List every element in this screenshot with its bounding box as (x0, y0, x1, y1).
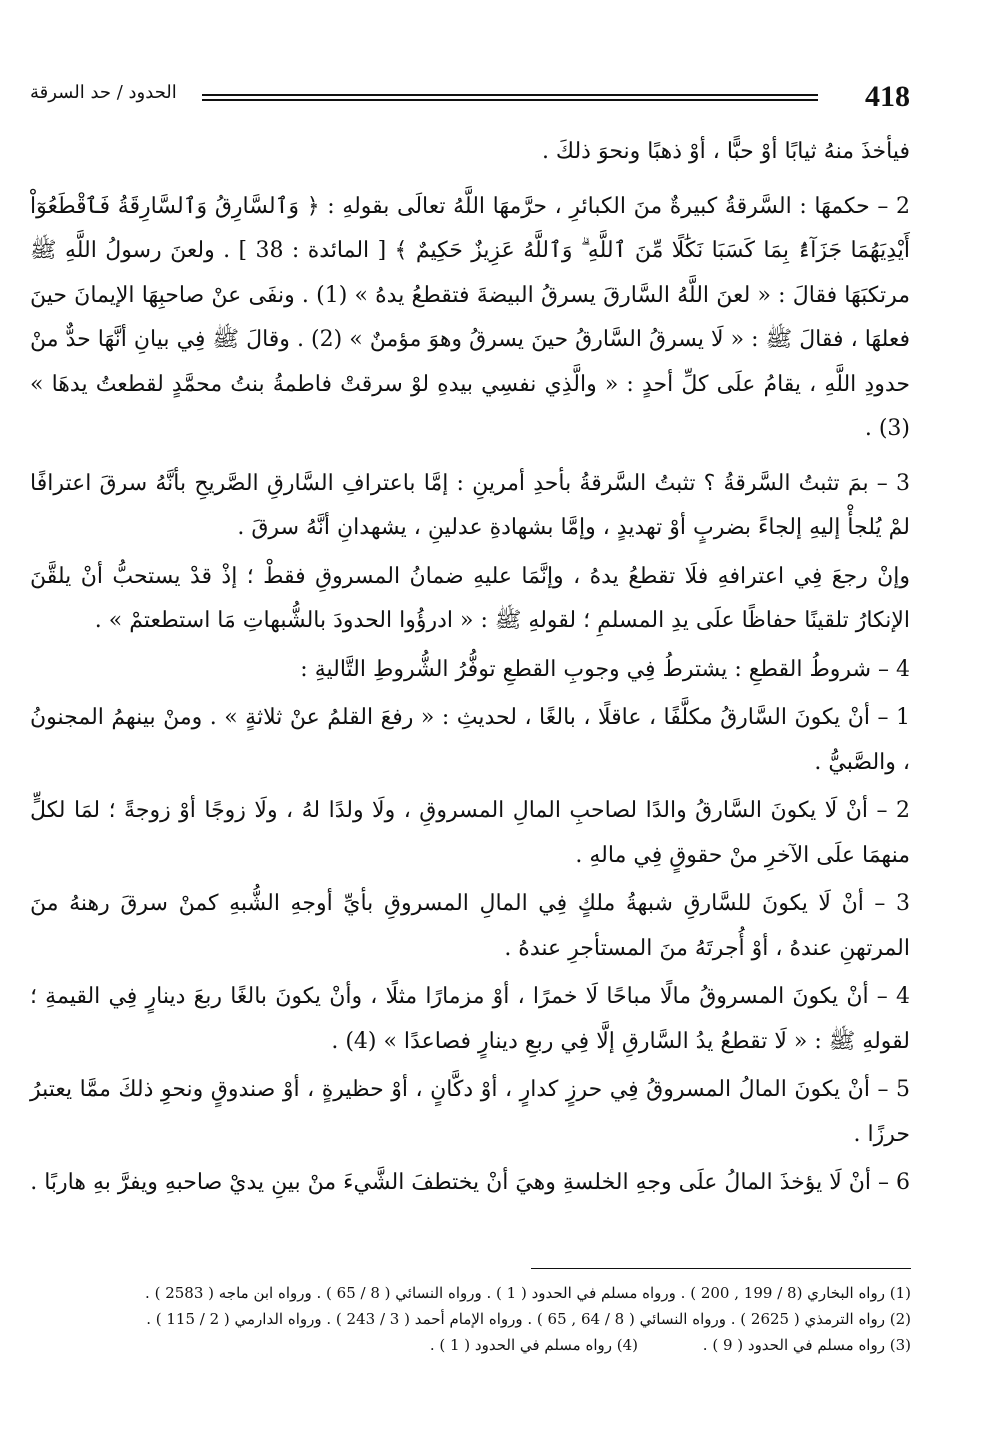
main-text (30, 130, 910, 1210)
condition-item-5: 5 – أنْ يكونَ المالُ المسروقُ فِي حرزٍ كدارٍ ، أوْ دكَّانٍ ، أوْ حظيرةٍ ، أوْ صندوقٍ ونحوِ ذلكَ ممَّا يعتبرُ حرزًا . (30, 1077, 910, 1147)
page-header (30, 78, 910, 118)
footnote-row-3-4 (111, 1332, 911, 1358)
condition-item-3: 3 – أنْ لَا يكونَ للسَّارقِ شبهةُ ملكٍ فِي المالِ المسروقِ بأيِّ أوجهِ الشُّبهِ كمنْ سرقَ رهنهُ منَ المرتهنِ عندهُ ، أوْ أُجرتَهُ منَ المستأجرِ عندهُ . (30, 891, 910, 961)
footnotes (111, 1280, 911, 1358)
footnote-4: (4) رواه مسلم في الحدود ( 1 ) . (429, 1336, 639, 1354)
condition-item-6: 6 – أنْ لَا يؤخذَ المالُ علَى وجهِ الخلسةِ وهيَ أنْ يختطفَ الشَّيءَ منْ بينِ يديْ صاحبهِ ويفرَّ بهِ هاربًا . (30, 1170, 910, 1195)
paragraph-continuation: فيأخذَ منهُ ثيابًا أوْ حبًّا ، أوْ ذهبًا ونحوَ ذلكَ . (541, 139, 910, 164)
page-number: 418 (865, 80, 910, 113)
paragraph-proof: 3 – بمَ تثبتُ السَّرقةُ ؟ تثبتُ السَّرقةُ بأحدِ أمرينِ : إمَّا باعترافِ السَّارقِ الصَّريحِ بأنَّهُ سرقَ اعترافًا لمْ يُلجأْ إليهِ إلجاءً بضربٍ أوْ تهديدٍ ، وإمَّا بشهادةِ عدلينِ ، يشهدانِ أنَّهُ سرقَ . (30, 470, 910, 540)
footnote-3: (3) رواه مسلم في الحدود ( 9 ) . (702, 1336, 911, 1354)
running-title: الحدود / حد السرقة (30, 82, 177, 103)
paragraph-conditions-heading: 4 – شروطُ القطعِ : يشترطُ فِي وجوبِ القطعِ توفُّرُ الشُّروطِ التَّاليةِ : (300, 656, 910, 682)
footnote-divider (531, 1268, 911, 1269)
paragraph-ruling: 2 – حكمهَا : السَّرقةُ كبيرةٌ منَ الكبائرِ ، حرَّمهَا اللَّهُ تعالَى بقولهِ : ﴿ وَٱلسَّارِقُ وَٱلسَّارِقَةُ فَٱقْطَعُوٓاْ أَيْدِيَهُمَا جَزَآءًۢ بِمَا كَسَبَا نَكَٰلًا مِّنَ ٱللَّهِ ۗ وَٱللَّهُ عَزِيزٌ حَكِيمٌ ﴾ [ المائدة : 38 ] . ولعنَ رسولُ اللَّهِ ﷺ مرتكبَهَا فقالَ : « لعنَ اللَّهُ السَّارقَ يسرقُ البيضةَ فتقطعُ يدهُ » (1) . ونفَى عنْ صاحبِهَا الإيمانَ حينَ فعلهَا ، فقالَ ﷺ : « لَا يسرقُ السَّارقُ حينَ يسرقُ وهوَ مؤمنٌ » (2) . وقالَ ﷺ فِي بيانِ أنَّهَا حدٌّ منْ حدودِ اللَّهِ ، يقامُ علَى كلِّ أحدٍ : « والَّذِي نفسِي بيدهِ لوْ سرقتْ فاطمةُ بنتُ محمَّدٍ لقطعتُ يدهَا » (3) . (30, 193, 910, 441)
footnote-2: (2) رواه الترمذي ( 2625 ) . ورواه النسائي ( 8 / 64 , 65 ) . ورواه الإمام أحمد ( 3 / 243 ) . ورواه الدارمي ( 2 / 115 ) . (146, 1310, 911, 1328)
header-double-rule (202, 94, 818, 101)
condition-item-2: 2 – أنْ لَا يكونَ السَّارقُ والدًا لصاحبِ المالِ المسروقِ ، ولَا ولدًا لهُ ، ولَا زوجًا أوْ زوجةً ؛ لمَا لكلٍّ منهمَا علَى الآخرِ منْ حقوقٍ فِي مالهِ . (30, 798, 910, 868)
condition-item-4: 4 – أنْ يكونَ المسروقُ مالًا مباحًا لَا خمرًا ، أوْ مزمارًا مثلًا ، وأنْ يكونَ بالغًا ربعَ دينارٍ فِي القيمةِ ؛ لقولهِ ﷺ : « لَا تقطعُ يدُ السَّارقِ إلَّا فِي ربعِ دينارٍ فصاعدًا » (4) . (30, 984, 910, 1054)
condition-item-1: 1 – أنْ يكونَ السَّارقُ مكلَّفًا ، عاقلًا ، بالغًا ، لحديثِ : « رفعَ القلمُ عنْ ثلاثةٍ » . ومنْ بينهمُ المجنونُ ، والصَّبيُّ . (30, 705, 910, 775)
paragraph-retraction: وإنْ رجعَ فِي اعترافهِ فلَا تقطعُ يدهُ ، وإنَّمَا عليهِ ضمانُ المسروقِ فقطْ ؛ إذْ قدْ يستحبُّ أنْ يلقَّنَ الإنكارُ تلقينًا حفاظًا علَى يدِ المسلمِ ؛ لقولهِ ﷺ : « ادرؤُوا الحدودَ بالشُّبهاتِ مَا استطعتمْ » . (30, 563, 910, 633)
footnote-1: (1) رواه البخاري (8 / 199 , 200 ) . ورواه مسلم في الحدود ( 1 ) . ورواه النسائي ( 8 / 65 ) . ورواه ابن ماجه ( 2583 ) . (145, 1284, 911, 1302)
